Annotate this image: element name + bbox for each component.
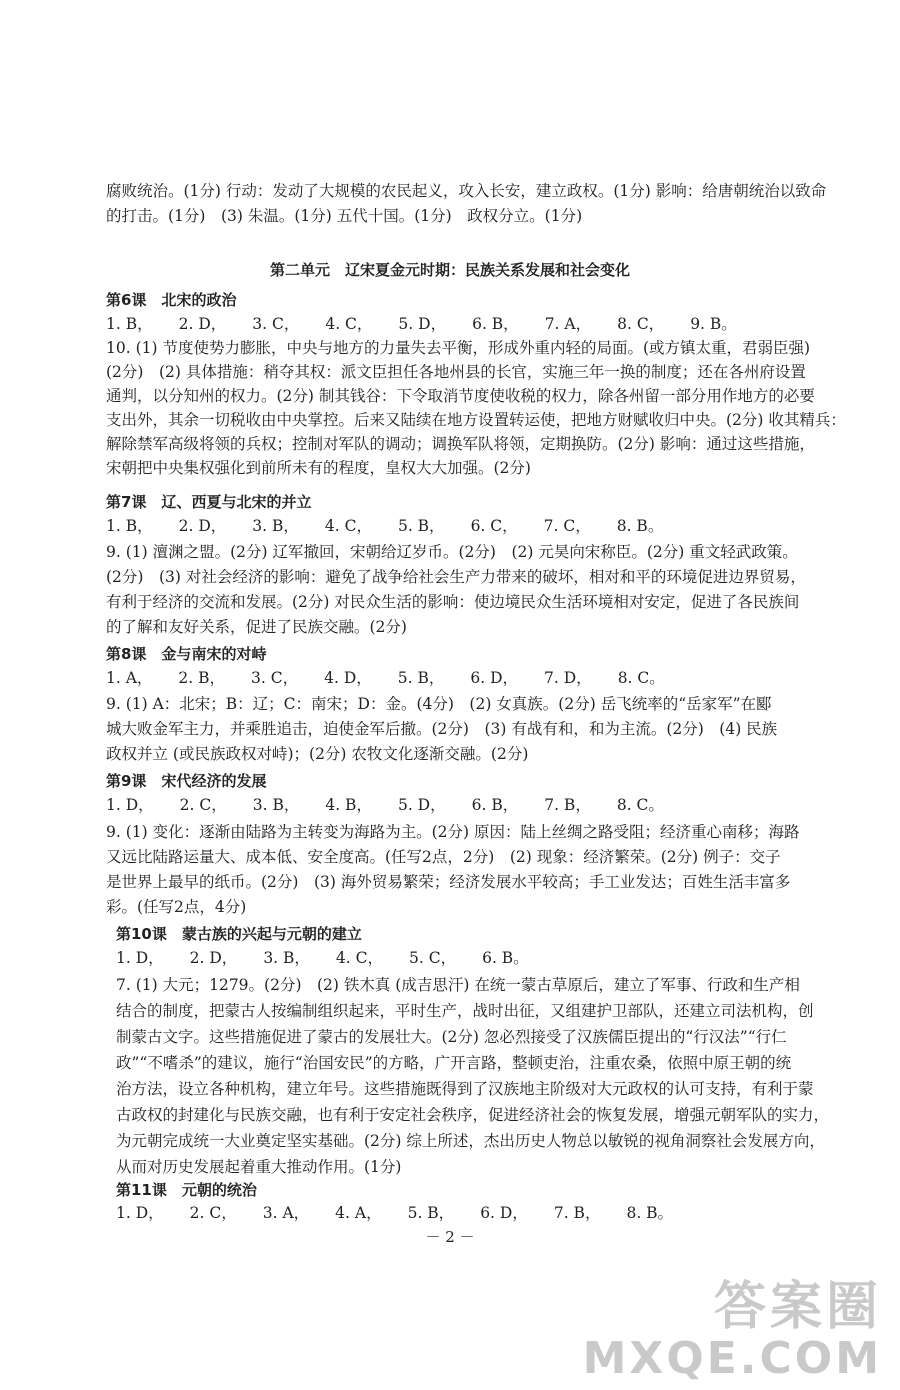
mcq-answer: 5. D，	[398, 315, 447, 333]
mcq-answer: 3. C，	[252, 315, 300, 333]
unit-title: 第二单元 辽宋夏金元时期：民族关系发展和社会变化	[269, 261, 630, 279]
mcq-answer: 7. B，	[544, 796, 591, 814]
text-line: 支出外，其余一切税收由中央掌控。后来又陆续在地方设置转运使，把地方财赋收归中央。(2分) 收其精兵：	[106, 411, 846, 429]
mcq-answer: 8. B。	[626, 1204, 674, 1222]
text-line: 从而对历史发展起着重大推动作用。(1分)	[116, 1158, 402, 1176]
mcq-answer: 3. B，	[252, 796, 300, 814]
text-line: 政”“不嗜杀”的建议，施行“治国安民”的方略，广开言路，整顿吏治，注重农桑，依照中原王朝的统	[116, 1054, 792, 1072]
mcq-answer: 5. B，	[407, 1204, 455, 1222]
text-line: 政权并立 (或民族政权对峙)；(2分) 农牧文化逐渐交融。(2分)	[106, 745, 529, 763]
text-line: (2分) (2) 具体措施：稍夺其权：派文臣担任各地州县的长官，实施三年一换的制度；还在各州府设置	[106, 363, 806, 381]
text-line: 9. (1) A：北宋；B：辽；C：南宋；D：金。(4分) (2) 女真族。(2分) 岳飞统率的“岳家军”在郾	[106, 695, 772, 713]
mcq-answer: 2. C，	[179, 796, 227, 814]
text-line: 7. (1) 大元；1279。(2分) (2) 铁木真 (成吉思汗) 在统一蒙古草原后，建立了军事、行政和生产相	[116, 976, 800, 994]
text-line: (2分) (3) 对社会经济的影响：避免了战争给社会生产力带来的破坏，相对和平的环境促进边界贸易，	[106, 568, 806, 586]
text-line: 解除禁军高级将领的兵权；控制对军队的调动；调换军队将领，定期换防。(2分) 影响：通过这些措施，	[106, 435, 815, 453]
mcq-answer: 6. B。	[482, 949, 529, 967]
text-line: 结合的制度，把蒙古人按编制组织起来，平时生产，战时出征，又组建护卫部队，还建立司法机构，创	[116, 1002, 814, 1020]
mcq-answer: 8. C。	[616, 796, 664, 814]
mcq-answer: 2. D，	[189, 949, 238, 967]
mcq-answer: 4. B，	[325, 796, 372, 814]
page-number: － 2 －	[425, 1228, 475, 1246]
mcq-answer: 4. A，	[335, 1204, 382, 1222]
mcq-answer: 6. D，	[480, 1204, 528, 1222]
mcq-answer: 7. A，	[544, 315, 592, 333]
text-line: 宋朝把中央集权强化到前所未有的程度，皇权大大加强。(2分)	[106, 459, 531, 477]
mcq-answer: 1. D，	[106, 796, 154, 814]
lesson-title: 第9课 宋代经济的发展	[106, 772, 267, 790]
watermark-top: 答案圈	[713, 1277, 882, 1337]
mcq-answers	[116, 1203, 699, 1223]
text-line: 治方法，设立各种机构，建立年号。这些措施既得到了汉族地主阶级对大元政权的认可支持，有利于蒙	[116, 1080, 814, 1098]
mcq-answer: 5. B，	[397, 669, 445, 687]
mcq-answers	[106, 314, 763, 334]
mcq-answer: 4. C，	[324, 517, 372, 535]
mcq-answers	[106, 668, 691, 688]
mcq-answer: 9. B。	[690, 315, 737, 333]
lesson-title: 第7课 辽、西夏与北宋的并立	[106, 493, 312, 511]
mcq-answer: 2. D，	[178, 517, 227, 535]
text-line: 彩。(任写2点，4分)	[106, 898, 247, 916]
mcq-answer: 3. A，	[262, 1204, 310, 1222]
text-line: 是世界上最早的纸币。(2分) (3) 海外贸易繁荣；经济发展水平较高；手工业发达；百姓生活丰富多	[106, 873, 791, 891]
mcq-answer: 3. B，	[263, 949, 310, 967]
text-line: 古政权的封建化与民族交融，也有利于安定社会秩序，促进经济社会的恢复发展，增强元朝军队的实力，	[116, 1106, 830, 1124]
mcq-answer: 6. D，	[470, 669, 519, 687]
mcq-answer: 5. D，	[397, 796, 446, 814]
mcq-answer: 8. B。	[616, 517, 664, 535]
text-line: 10. (1) 节度使势力膨胀，中央与地方的力量失去平衡，形成外重内轻的局面。(或方镇太重，君弱臣强)	[106, 339, 811, 357]
mcq-answer: 2. B，	[178, 669, 226, 687]
mcq-answer: 6. C，	[470, 517, 518, 535]
mcq-answer: 4. C，	[335, 949, 383, 967]
mcq-answers	[106, 516, 689, 536]
text-line: 有利于经济的交流和发展。(2分) 对民众生活的影响：使边境民众生活环境相对安定，促进了各民族间	[106, 593, 800, 611]
mcq-answers	[116, 948, 555, 968]
text-line: 为元朝完成统一大业奠定坚实基础。(2分) 综上所述，杰出历史人物总以敏锐的视角洞察社会发展方向，	[116, 1132, 825, 1150]
text-line: 9. (1) 变化：逐渐由陆路为主转变为海路为主。(2分) 原因：陆上丝绸之路受阻；经济重心南移；海路	[106, 823, 800, 841]
mcq-answer: 6. B，	[472, 315, 519, 333]
mcq-answer: 1. B，	[106, 517, 153, 535]
mcq-answer: 6. B，	[471, 796, 519, 814]
text-line: 9. (1) 澶渊之盟。(2分) 辽军撤回，宋朝给辽岁币。(2分) (2) 元昊向宋称臣。(2分) 重文轻武政策。	[106, 543, 798, 561]
mcq-answer: 2. D，	[178, 315, 227, 333]
lesson-title: 第6课 北宋的政治	[106, 291, 237, 309]
text-line: 通判，以分知州的权力。(2分) 制其钱谷：下令取消节度使收税的权力，除各州留一部分用作地方的必要	[106, 387, 815, 405]
text-line: 制蒙古文字。这些措施促进了蒙古的发展壮大。(2分) 忽必烈接受了汉族儒臣提出的“行汉法”“行仁	[116, 1028, 787, 1046]
mcq-answer: 1. A，	[106, 669, 153, 687]
lesson-title: 第11课 元朝的统治	[116, 1181, 257, 1199]
mcq-answer: 4. C，	[325, 315, 373, 333]
lesson-title: 第8课 金与南宋的对峙	[106, 645, 267, 663]
mcq-answer: 3. C，	[251, 669, 299, 687]
text-line: 的打击。(1分) (3) 朱温。(1分) 五代十国。(1分) 政权分立。(1分)	[106, 207, 583, 225]
mcq-answer: 8. C，	[617, 315, 665, 333]
watermark-bottom: MXQE.COM	[582, 1333, 882, 1384]
mcq-answer: 7. D，	[544, 669, 592, 687]
mcq-answer: 7. B，	[553, 1204, 601, 1222]
watermark-logo	[583, 1278, 882, 1382]
text-line: 城大败金军主力，并乘胜追击，迫使金军后撤。(2分) (3) 有战有和，和为主流。(2分) (4) 民族	[106, 720, 778, 738]
mcq-answer: 2. C，	[189, 1204, 237, 1222]
lesson-title: 第10课 蒙古族的兴起与元朝的建立	[116, 925, 362, 943]
mcq-answer: 1. D，	[116, 1204, 164, 1222]
mcq-answers	[106, 795, 690, 815]
mcq-answer: 5. B，	[397, 517, 445, 535]
mcq-answer: 8. C。	[617, 669, 665, 687]
mcq-answer: 3. B，	[252, 517, 299, 535]
text-line: 的了解和友好关系，促进了民族交融。(2分)	[106, 618, 407, 636]
mcq-answer: 4. D，	[324, 669, 372, 687]
mcq-answer: 1. B，	[106, 315, 153, 333]
mcq-answer: 7. C，	[543, 517, 591, 535]
text-line: 腐败统治。(1分) 行动：发动了大规模的农民起义，攻入长安，建立政权。(1分) 影响：给唐朝统治以致命	[106, 182, 827, 200]
text-line: 又远比陆路运量大、成本低、安全度高。(任写2点，2分) (2) 现象：经济繁荣。(2分) 例子：交子	[106, 848, 781, 866]
mcq-answer: 1. D，	[116, 949, 164, 967]
mcq-answer: 5. C，	[409, 949, 457, 967]
